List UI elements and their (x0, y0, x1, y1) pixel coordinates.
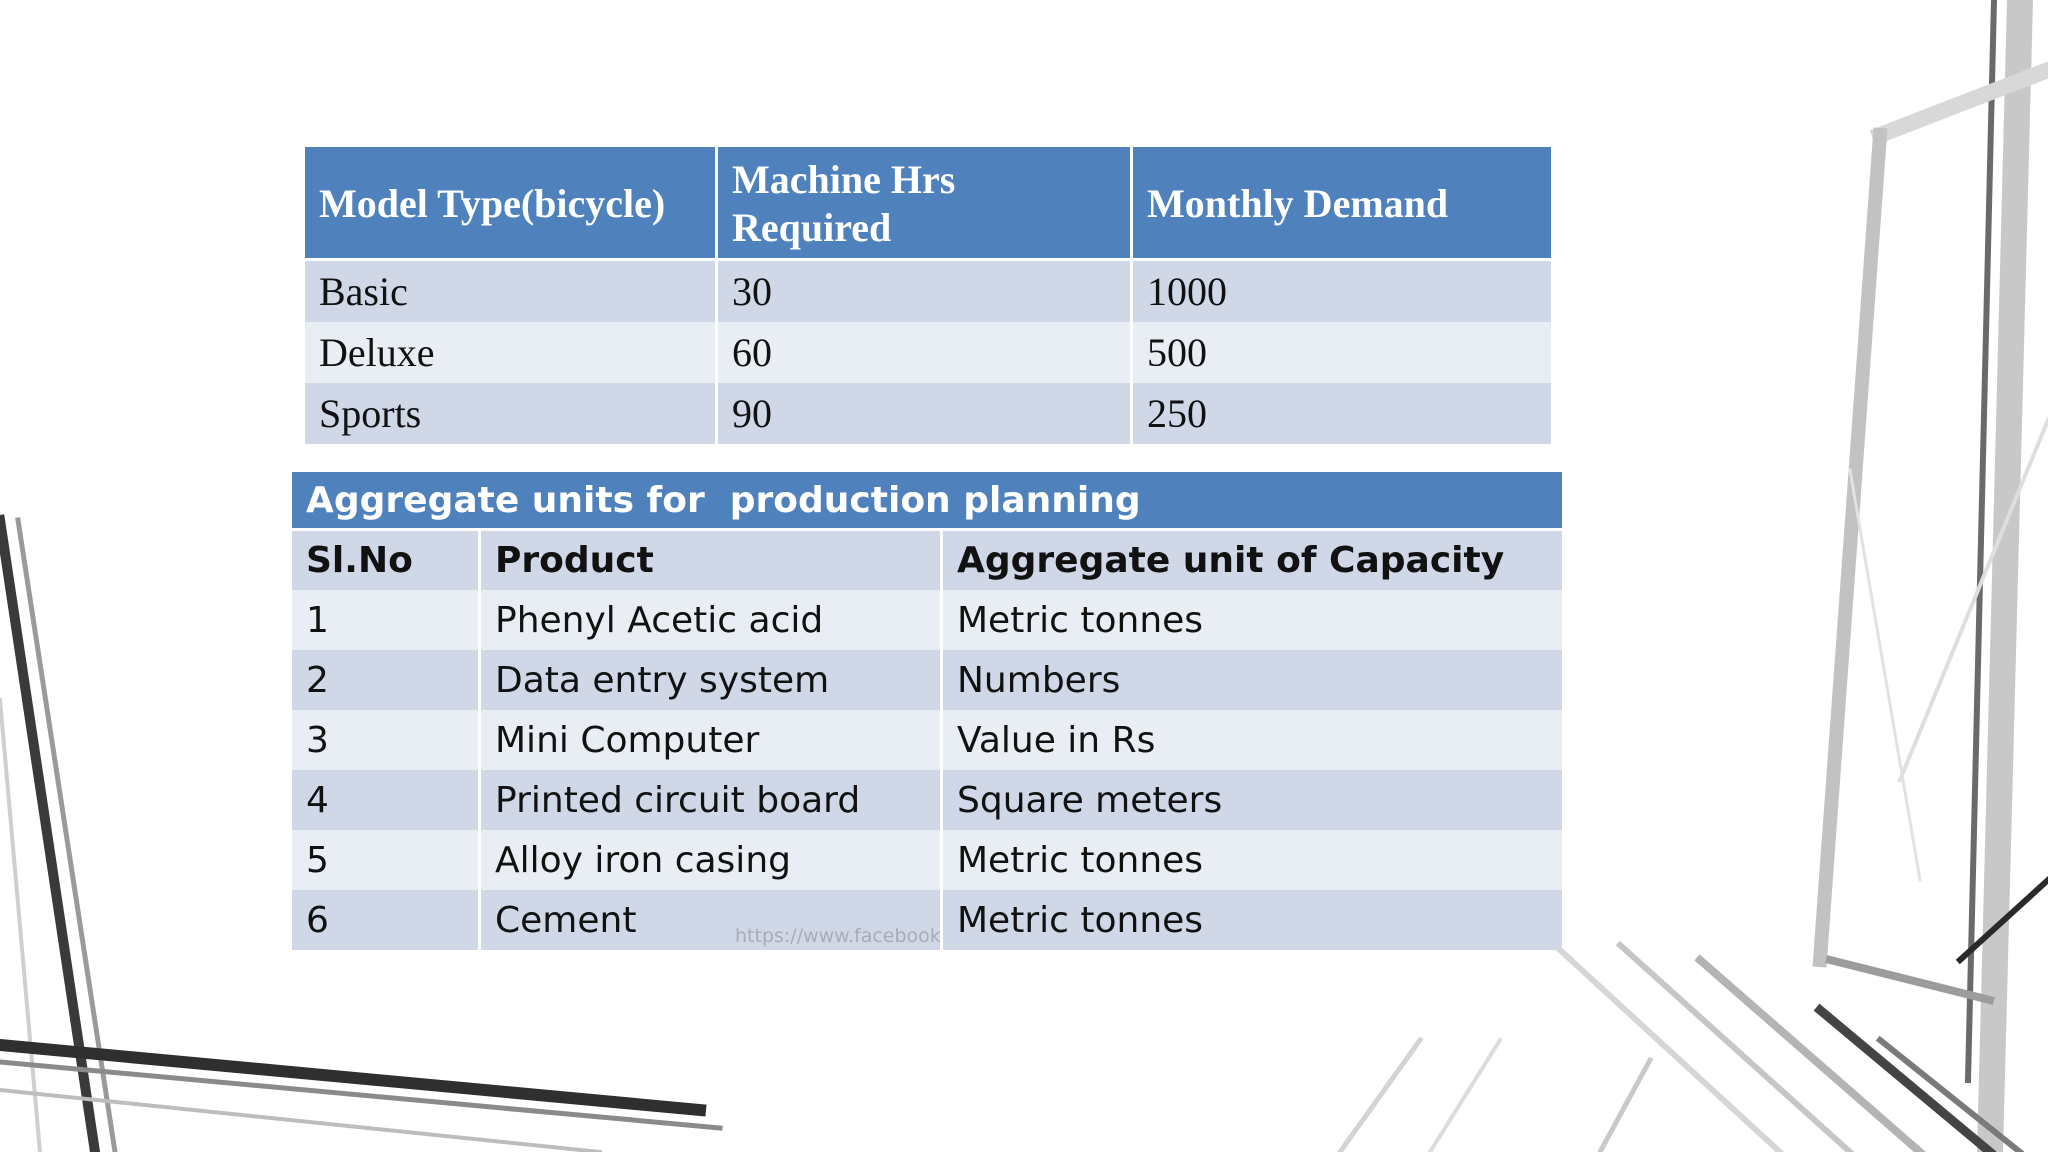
table-cell: 60 (718, 322, 1133, 383)
table-cell: Cement (481, 890, 943, 950)
table-cell: 500 (1133, 322, 1551, 383)
column-header: Aggregate unit of Capacity (943, 531, 1562, 590)
column-header: Machine Hrs Required (718, 147, 1133, 261)
column-header: Model Type(bicycle) (305, 147, 718, 261)
table-row (305, 322, 1551, 383)
table-title-row (292, 472, 1562, 531)
column-header: Sl.No (292, 531, 481, 590)
table-cell: 2 (292, 650, 481, 710)
table-cell: 5 (292, 830, 481, 890)
table-cell: Square meters (943, 770, 1562, 830)
table-cell: Phenyl Acetic acid (481, 590, 943, 650)
table-cell: Basic (305, 261, 718, 322)
table-row (292, 710, 1562, 770)
table-cell: 1 (292, 590, 481, 650)
table-row (292, 590, 1562, 650)
bicycle-model-table (305, 147, 1551, 444)
table-cell: Data entry system (481, 650, 943, 710)
table-cell: Numbers (943, 650, 1562, 710)
table-cell: Metric tonnes (943, 590, 1562, 650)
table-cell: Sports (305, 383, 718, 444)
table-cell: 250 (1133, 383, 1551, 444)
table-cell: Metric tonnes (943, 830, 1562, 890)
table-cell: 3 (292, 710, 481, 770)
table-cell: 30 (718, 261, 1133, 322)
table-cell: Metric tonnes (943, 890, 1562, 950)
column-header: Product (481, 531, 943, 590)
table-title: Aggregate units for production planning (292, 472, 1562, 531)
table-cell: 1000 (1133, 261, 1551, 322)
table-cell: Mini Computer (481, 710, 943, 770)
table-cell: Deluxe (305, 322, 718, 383)
aggregate-units-table (292, 472, 1562, 950)
table-header-row (292, 531, 1562, 590)
table-header-row (305, 147, 1551, 261)
table-cell: Value in Rs (943, 710, 1562, 770)
table-cell: Printed circuit board (481, 770, 943, 830)
table-row (292, 830, 1562, 890)
table-cell: 4 (292, 770, 481, 830)
table-cell: 90 (718, 383, 1133, 444)
table-row (292, 770, 1562, 830)
table-cell: 6 (292, 890, 481, 950)
column-header: Monthly Demand (1133, 147, 1551, 261)
watermark-link: https://www.facebook (735, 925, 941, 947)
table-row (305, 261, 1551, 322)
table-cell: Alloy iron casing (481, 830, 943, 890)
table-row (292, 650, 1562, 710)
table-row (305, 383, 1551, 444)
